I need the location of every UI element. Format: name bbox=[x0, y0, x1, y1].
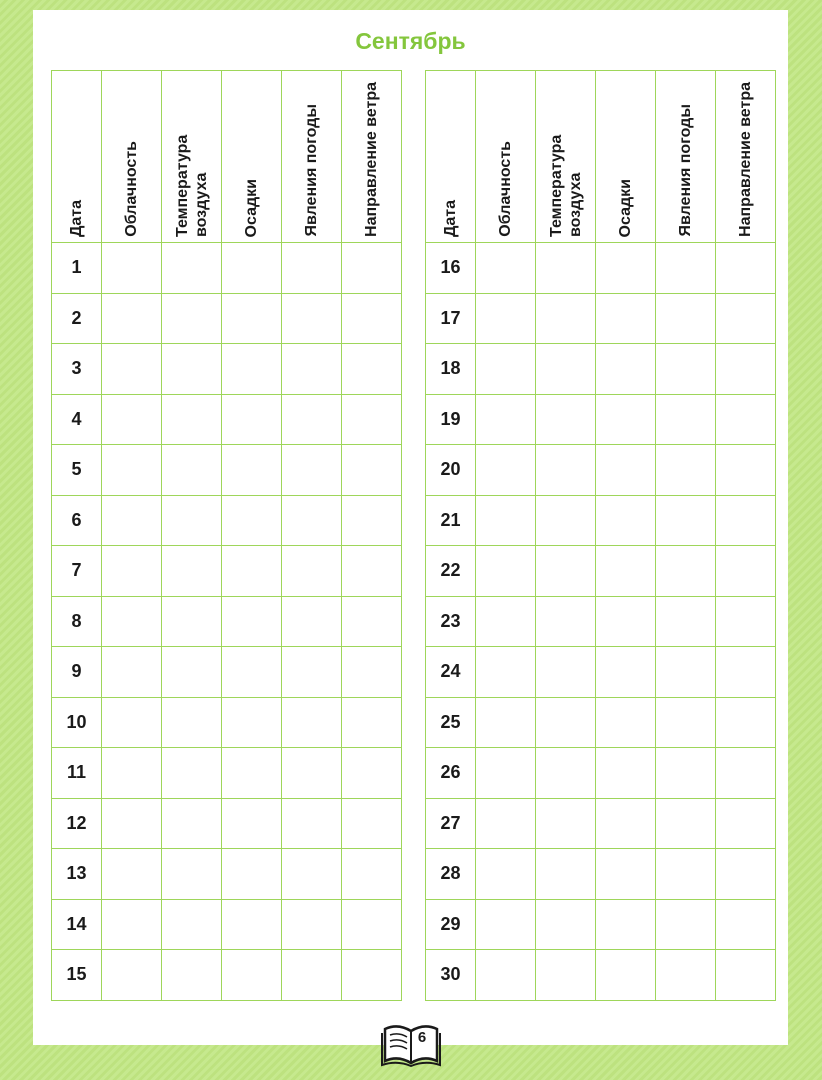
date-cell: 6 bbox=[52, 495, 102, 546]
entry-cell[interactable] bbox=[536, 495, 596, 546]
entry-cell[interactable] bbox=[222, 798, 282, 849]
entry-cell[interactable] bbox=[596, 344, 656, 395]
table-row bbox=[52, 394, 402, 445]
date-cell: 17 bbox=[426, 293, 476, 344]
entry-cell[interactable] bbox=[282, 899, 342, 950]
column-header bbox=[536, 71, 596, 243]
entry-cell[interactable] bbox=[222, 647, 282, 698]
table-row bbox=[426, 849, 776, 900]
column-header-label: Температура воздуха bbox=[547, 134, 584, 237]
entry-cell[interactable] bbox=[342, 697, 402, 748]
column-header bbox=[596, 71, 656, 243]
entry-cell[interactable] bbox=[162, 596, 222, 647]
entry-cell[interactable] bbox=[716, 293, 776, 344]
table-row bbox=[52, 748, 402, 799]
entry-cell[interactable] bbox=[222, 950, 282, 1001]
table-row bbox=[426, 647, 776, 698]
entry-cell[interactable] bbox=[656, 546, 716, 597]
entry-cell[interactable] bbox=[716, 950, 776, 1001]
entry-cell[interactable] bbox=[596, 293, 656, 344]
entry-cell[interactable] bbox=[476, 849, 536, 900]
entry-cell[interactable] bbox=[596, 950, 656, 1001]
table-row bbox=[52, 293, 402, 344]
entry-cell[interactable] bbox=[476, 748, 536, 799]
page-number: 6 bbox=[417, 1029, 427, 1046]
entry-cell[interactable] bbox=[536, 546, 596, 597]
entry-cell[interactable] bbox=[282, 950, 342, 1001]
table-row bbox=[52, 546, 402, 597]
entry-cell[interactable] bbox=[162, 849, 222, 900]
entry-cell[interactable] bbox=[342, 647, 402, 698]
entry-cell[interactable] bbox=[222, 495, 282, 546]
date-cell: 16 bbox=[426, 243, 476, 294]
table-header bbox=[426, 71, 776, 243]
entry-cell[interactable] bbox=[102, 293, 162, 344]
entry-cell[interactable] bbox=[536, 798, 596, 849]
entry-cell[interactable] bbox=[282, 293, 342, 344]
entry-cell[interactable] bbox=[342, 394, 402, 445]
table-row bbox=[52, 243, 402, 294]
entry-cell[interactable] bbox=[162, 748, 222, 799]
column-header bbox=[222, 71, 282, 243]
entry-cell[interactable] bbox=[102, 849, 162, 900]
table-row bbox=[426, 394, 776, 445]
entry-cell[interactable] bbox=[476, 495, 536, 546]
column-header-label: Облачность bbox=[123, 141, 140, 237]
entry-cell[interactable] bbox=[716, 647, 776, 698]
column-header-label: Направление ветра bbox=[737, 82, 754, 237]
table-row bbox=[52, 495, 402, 546]
entry-cell[interactable] bbox=[596, 596, 656, 647]
entry-cell[interactable] bbox=[656, 899, 716, 950]
column-header bbox=[102, 71, 162, 243]
entry-cell[interactable] bbox=[222, 344, 282, 395]
column-header-label: Температура воздуха bbox=[173, 134, 210, 237]
entry-cell[interactable] bbox=[596, 697, 656, 748]
table-row bbox=[52, 344, 402, 395]
entry-cell[interactable] bbox=[656, 798, 716, 849]
date-cell: 15 bbox=[52, 950, 102, 1001]
table-row bbox=[52, 849, 402, 900]
date-cell: 10 bbox=[52, 697, 102, 748]
date-cell: 21 bbox=[426, 495, 476, 546]
entry-cell[interactable] bbox=[162, 899, 222, 950]
entry-cell[interactable] bbox=[282, 445, 342, 496]
date-cell: 18 bbox=[426, 344, 476, 395]
entry-cell[interactable] bbox=[656, 344, 716, 395]
date-cell: 27 bbox=[426, 798, 476, 849]
entry-cell[interactable] bbox=[656, 849, 716, 900]
table-row bbox=[52, 445, 402, 496]
date-cell: 30 bbox=[426, 950, 476, 1001]
entry-cell[interactable] bbox=[716, 899, 776, 950]
entry-cell[interactable] bbox=[596, 899, 656, 950]
entry-cell[interactable] bbox=[162, 344, 222, 395]
entry-cell[interactable] bbox=[222, 445, 282, 496]
entry-cell[interactable] bbox=[656, 748, 716, 799]
date-cell: 3 bbox=[52, 344, 102, 395]
entry-cell[interactable] bbox=[342, 748, 402, 799]
table-row bbox=[52, 596, 402, 647]
entry-cell[interactable] bbox=[162, 495, 222, 546]
entry-cell[interactable] bbox=[282, 344, 342, 395]
entry-cell[interactable] bbox=[162, 445, 222, 496]
date-cell: 24 bbox=[426, 647, 476, 698]
table-row bbox=[426, 243, 776, 294]
entry-cell[interactable] bbox=[222, 394, 282, 445]
entry-cell[interactable] bbox=[656, 647, 716, 698]
entry-cell[interactable] bbox=[536, 445, 596, 496]
entry-cell[interactable] bbox=[596, 243, 656, 294]
entry-cell[interactable] bbox=[102, 798, 162, 849]
entry-cell[interactable] bbox=[596, 445, 656, 496]
date-cell: 14 bbox=[52, 899, 102, 950]
column-header bbox=[282, 71, 342, 243]
entry-cell[interactable] bbox=[716, 798, 776, 849]
entry-cell[interactable] bbox=[342, 495, 402, 546]
entry-cell[interactable] bbox=[282, 546, 342, 597]
entry-cell[interactable] bbox=[536, 849, 596, 900]
page-title: Сентябрь bbox=[355, 28, 466, 54]
entry-cell[interactable] bbox=[162, 798, 222, 849]
entry-cell[interactable] bbox=[716, 344, 776, 395]
entry-cell[interactable] bbox=[536, 293, 596, 344]
header-row bbox=[426, 71, 776, 243]
entry-cell[interactable] bbox=[596, 798, 656, 849]
entry-cell[interactable] bbox=[536, 344, 596, 395]
column-header bbox=[162, 71, 222, 243]
entry-cell[interactable] bbox=[342, 243, 402, 294]
entry-cell[interactable] bbox=[222, 596, 282, 647]
entry-cell[interactable] bbox=[222, 697, 282, 748]
entry-cell[interactable] bbox=[342, 899, 402, 950]
header-row bbox=[52, 71, 402, 243]
table-row bbox=[52, 647, 402, 698]
column-header-label: Облачность bbox=[497, 141, 514, 237]
entry-cell[interactable] bbox=[716, 748, 776, 799]
table-row bbox=[426, 495, 776, 546]
entry-cell[interactable] bbox=[282, 798, 342, 849]
table-row bbox=[426, 344, 776, 395]
entry-cell[interactable] bbox=[102, 697, 162, 748]
entry-cell[interactable] bbox=[476, 950, 536, 1001]
entry-cell[interactable] bbox=[476, 344, 536, 395]
entry-cell[interactable] bbox=[162, 394, 222, 445]
entry-cell[interactable] bbox=[476, 546, 536, 597]
entry-cell[interactable] bbox=[342, 293, 402, 344]
book-icon bbox=[381, 1019, 441, 1067]
table-row bbox=[426, 798, 776, 849]
entry-cell[interactable] bbox=[656, 293, 716, 344]
date-cell: 22 bbox=[426, 546, 476, 597]
entry-cell[interactable] bbox=[342, 849, 402, 900]
entry-cell[interactable] bbox=[476, 394, 536, 445]
date-cell: 4 bbox=[52, 394, 102, 445]
entry-cell[interactable] bbox=[476, 445, 536, 496]
column-header-label: Направление ветра bbox=[363, 82, 380, 237]
entry-cell[interactable] bbox=[342, 445, 402, 496]
entry-cell[interactable] bbox=[102, 899, 162, 950]
entry-cell[interactable] bbox=[596, 546, 656, 597]
entry-cell[interactable] bbox=[282, 647, 342, 698]
table-row bbox=[426, 748, 776, 799]
entry-cell[interactable] bbox=[222, 748, 282, 799]
entry-cell[interactable] bbox=[162, 546, 222, 597]
entry-cell[interactable] bbox=[282, 596, 342, 647]
entry-cell[interactable] bbox=[716, 849, 776, 900]
entry-cell[interactable] bbox=[102, 495, 162, 546]
table-body bbox=[52, 243, 402, 1001]
date-cell: 13 bbox=[52, 849, 102, 900]
entry-cell[interactable] bbox=[102, 748, 162, 799]
entry-cell[interactable] bbox=[716, 445, 776, 496]
entry-cell[interactable] bbox=[102, 445, 162, 496]
table-row bbox=[426, 899, 776, 950]
entry-cell[interactable] bbox=[656, 697, 716, 748]
entry-cell[interactable] bbox=[282, 748, 342, 799]
table-row bbox=[52, 950, 402, 1001]
entry-cell[interactable] bbox=[476, 596, 536, 647]
table-row bbox=[52, 798, 402, 849]
entry-cell[interactable] bbox=[476, 798, 536, 849]
date-cell: 1 bbox=[52, 243, 102, 294]
table-row bbox=[426, 697, 776, 748]
entry-cell[interactable] bbox=[222, 243, 282, 294]
page-sheet bbox=[33, 10, 788, 1045]
entry-cell[interactable] bbox=[536, 697, 596, 748]
table-row bbox=[426, 293, 776, 344]
entry-cell[interactable] bbox=[476, 899, 536, 950]
column-header bbox=[476, 71, 536, 243]
entry-cell[interactable] bbox=[102, 647, 162, 698]
entry-cell[interactable] bbox=[282, 243, 342, 294]
entry-cell[interactable] bbox=[536, 647, 596, 698]
entry-cell[interactable] bbox=[656, 243, 716, 294]
date-cell: 28 bbox=[426, 849, 476, 900]
entry-cell[interactable] bbox=[102, 596, 162, 647]
entry-cell[interactable] bbox=[102, 546, 162, 597]
entry-cell[interactable] bbox=[102, 950, 162, 1001]
table-row bbox=[426, 596, 776, 647]
entry-cell[interactable] bbox=[342, 950, 402, 1001]
entry-cell[interactable] bbox=[222, 899, 282, 950]
entry-cell[interactable] bbox=[716, 697, 776, 748]
date-cell: 19 bbox=[426, 394, 476, 445]
table-row bbox=[426, 950, 776, 1001]
entry-cell[interactable] bbox=[102, 243, 162, 294]
table-row bbox=[426, 445, 776, 496]
entry-cell[interactable] bbox=[596, 849, 656, 900]
column-header-label: Осадки bbox=[243, 178, 260, 237]
column-header bbox=[656, 71, 716, 243]
entry-cell[interactable] bbox=[536, 899, 596, 950]
date-cell: 23 bbox=[426, 596, 476, 647]
entry-cell[interactable] bbox=[342, 546, 402, 597]
entry-cell[interactable] bbox=[476, 697, 536, 748]
date-cell: 25 bbox=[426, 697, 476, 748]
weather-table-left bbox=[51, 70, 402, 1001]
entry-cell[interactable] bbox=[162, 243, 222, 294]
date-cell: 2 bbox=[52, 293, 102, 344]
entry-cell[interactable] bbox=[282, 394, 342, 445]
entry-cell[interactable] bbox=[222, 293, 282, 344]
entry-cell[interactable] bbox=[656, 394, 716, 445]
entry-cell[interactable] bbox=[476, 243, 536, 294]
column-header bbox=[716, 71, 776, 243]
entry-cell[interactable] bbox=[536, 748, 596, 799]
date-cell: 9 bbox=[52, 647, 102, 698]
column-header bbox=[426, 71, 476, 243]
column-header bbox=[52, 71, 102, 243]
table-body bbox=[426, 243, 776, 1001]
column-header-label: Дата bbox=[442, 199, 459, 237]
entry-cell[interactable] bbox=[536, 394, 596, 445]
entry-cell[interactable] bbox=[596, 748, 656, 799]
entry-cell[interactable] bbox=[476, 647, 536, 698]
entry-cell[interactable] bbox=[716, 243, 776, 294]
date-cell: 26 bbox=[426, 748, 476, 799]
entry-cell[interactable] bbox=[716, 394, 776, 445]
entry-cell[interactable] bbox=[162, 647, 222, 698]
entry-cell[interactable] bbox=[282, 495, 342, 546]
table-row bbox=[52, 697, 402, 748]
entry-cell[interactable] bbox=[162, 293, 222, 344]
weather-table-right bbox=[425, 70, 776, 1001]
entry-cell[interactable] bbox=[162, 697, 222, 748]
entry-cell[interactable] bbox=[596, 394, 656, 445]
entry-cell[interactable] bbox=[342, 798, 402, 849]
entry-cell[interactable] bbox=[342, 596, 402, 647]
entry-cell[interactable] bbox=[596, 495, 656, 546]
table-header bbox=[52, 71, 402, 243]
entry-cell[interactable] bbox=[222, 546, 282, 597]
table-row bbox=[426, 546, 776, 597]
entry-cell[interactable] bbox=[656, 445, 716, 496]
column-header-label: Осадки bbox=[617, 178, 634, 237]
entry-cell[interactable] bbox=[536, 243, 596, 294]
entry-cell[interactable] bbox=[656, 495, 716, 546]
entry-cell[interactable] bbox=[536, 950, 596, 1001]
column-header-label: Дата bbox=[68, 199, 85, 237]
entry-cell[interactable] bbox=[716, 596, 776, 647]
entry-cell[interactable] bbox=[282, 849, 342, 900]
entry-cell[interactable] bbox=[596, 647, 656, 698]
column-header-label: Явления погоды bbox=[677, 104, 694, 237]
table-row bbox=[52, 899, 402, 950]
date-cell: 29 bbox=[426, 899, 476, 950]
date-cell: 11 bbox=[52, 748, 102, 799]
entry-cell[interactable] bbox=[476, 293, 536, 344]
entry-cell[interactable] bbox=[716, 546, 776, 597]
entry-cell[interactable] bbox=[342, 344, 402, 395]
date-cell: 7 bbox=[52, 546, 102, 597]
date-cell: 5 bbox=[52, 445, 102, 496]
entry-cell[interactable] bbox=[656, 596, 716, 647]
entry-cell[interactable] bbox=[222, 849, 282, 900]
entry-cell[interactable] bbox=[102, 344, 162, 395]
date-cell: 20 bbox=[426, 445, 476, 496]
entry-cell[interactable] bbox=[102, 394, 162, 445]
entry-cell[interactable] bbox=[656, 950, 716, 1001]
entry-cell[interactable] bbox=[282, 697, 342, 748]
entry-cell[interactable] bbox=[162, 950, 222, 1001]
column-header bbox=[342, 71, 402, 243]
date-cell: 8 bbox=[52, 596, 102, 647]
entry-cell[interactable] bbox=[716, 495, 776, 546]
date-cell: 12 bbox=[52, 798, 102, 849]
entry-cell[interactable] bbox=[536, 596, 596, 647]
column-header-label: Явления погоды bbox=[303, 104, 320, 237]
